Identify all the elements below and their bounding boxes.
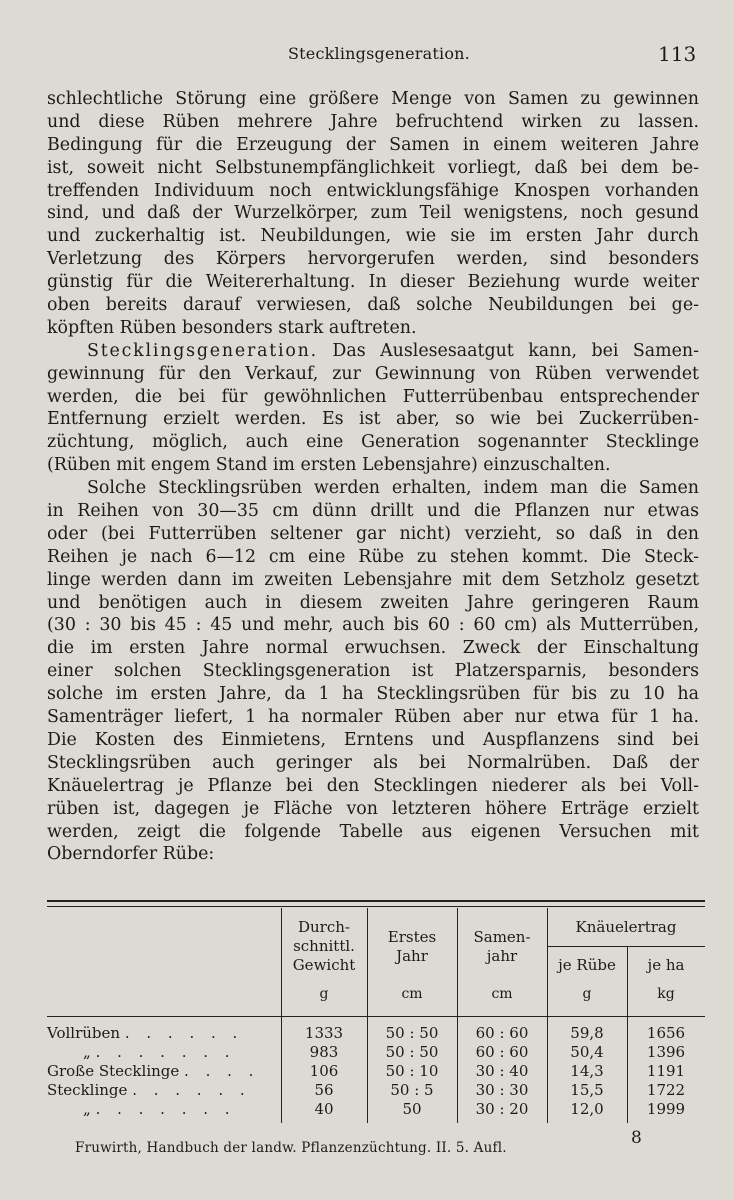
table-cell: 50 : 50 xyxy=(385,1024,439,1042)
text-line: gewinnung für den Verkauf, zur Gewinnung von Rüben verwendet xyxy=(47,363,699,384)
body-text xyxy=(47,88,699,866)
text-line: werden, zeigt die folgende Tabelle aus eigenen Versuchen mit xyxy=(47,821,699,842)
unit-weight: g xyxy=(319,986,329,1002)
signature-mark: 8 xyxy=(631,1128,642,1148)
header-line: Samen- xyxy=(473,928,531,946)
text-line: Solche Stecklingsrüben werden erhalten, indem man die Samen xyxy=(87,478,699,499)
leader-dots: . . . . . . . xyxy=(95,1043,236,1061)
table-cell: 50 xyxy=(402,1100,422,1118)
table-cell: 106 xyxy=(309,1062,339,1080)
text-line: Entfernung erzielt werden. Es ist aber, so wie bei Zuckerrüben- xyxy=(47,409,699,430)
text-run: Das Auslesesaatgut kann, bei Samen- xyxy=(318,340,699,361)
text-line: (30 : 30 bis 45 : 45 und mehr, auch bis 60 : 60 cm) als Mutterrüben, xyxy=(47,615,699,636)
table-cell: 50 : 10 xyxy=(385,1062,439,1080)
header-weight xyxy=(281,918,367,975)
table-cell: 15,5 xyxy=(570,1081,604,1099)
row-label-text: „ xyxy=(83,1100,91,1118)
footer-note: Fruwirth, Handbuch der landw. Pflanzenzüchtung. II. 5. Aufl. xyxy=(75,1140,507,1156)
table-cell: 12,0 xyxy=(570,1100,604,1118)
row-label xyxy=(47,1062,259,1080)
unit-per-ha: kg xyxy=(657,986,675,1002)
table-cell: 1333 xyxy=(304,1024,344,1042)
text-line: Reihen je nach 6—12 cm eine Rübe zu stehen kommt. Die Steck- xyxy=(47,546,699,567)
unit-first-year: cm xyxy=(401,986,423,1002)
leader-dots: . . . . . . xyxy=(132,1081,251,1099)
table-cell: 60 : 60 xyxy=(475,1024,529,1042)
header-per-ha: je ha xyxy=(647,956,685,974)
table-cell: 50 : 50 xyxy=(385,1043,439,1061)
text-line: oder (bei Futterrüben seltener gar nicht) verzieht, so daß in den xyxy=(47,523,699,544)
header-seed-year xyxy=(457,928,547,966)
table-cell: 30 : 30 xyxy=(475,1081,529,1099)
table-cell: 59,8 xyxy=(570,1024,604,1042)
table-cell: 40 xyxy=(314,1100,334,1118)
text-line: schlechtliche Störung eine größere Menge von Samen zu gewinnen xyxy=(47,89,699,109)
table-cell: 50 : 5 xyxy=(390,1081,434,1099)
page-footer xyxy=(75,1128,695,1156)
header-line: Durch- xyxy=(298,918,350,936)
text-line: Knäuelertrag je Pflanze bei den Stecklingen niederer als bei Voll- xyxy=(47,775,699,796)
row-label xyxy=(47,1081,251,1099)
header-line: schnittl. xyxy=(293,937,355,955)
text-line: ist, soweit nicht Selbstunempfänglichkeit vorliegt, daß bei dem be- xyxy=(47,157,699,178)
text-line: linge werden dann im zweiten Lebensjahre mit dem Setzholz gesetzt xyxy=(47,569,699,590)
yield-table xyxy=(47,898,705,1123)
header-yield-group: Knäuelertrag xyxy=(575,918,677,936)
text-line: Stecklingsrüben auch geringer als bei Normalrüben. Daß der xyxy=(47,752,699,773)
text-line: und diese Rüben mehrere Jahre befruchtend wirken zu lassen. xyxy=(47,111,699,132)
table-cell: 14,3 xyxy=(570,1062,604,1080)
table-rule-header-bottom xyxy=(47,1016,705,1017)
table-cell: 56 xyxy=(314,1081,334,1099)
running-head: Stecklingsgeneration. xyxy=(288,44,470,63)
text-line: Verletzung des Körpers hervorgerufen werden, sind besonders xyxy=(47,249,699,270)
header-line: jahr xyxy=(486,947,518,965)
header-per-beet: je Rübe xyxy=(558,956,616,974)
table-cell: 30 : 20 xyxy=(475,1100,529,1118)
section-heading: Stecklingsgeneration. xyxy=(87,340,318,361)
leader-dots: . . . . . . . xyxy=(95,1100,236,1118)
table-cell: 1656 xyxy=(646,1024,686,1042)
row-label xyxy=(47,1024,243,1042)
text-line: treffenden Individuum noch entwicklungsfähige Knospen vorhanden xyxy=(47,180,699,201)
header-line: Erstes xyxy=(387,928,437,946)
text-line: Samenträger liefert, 1 ha normaler Rüben aber nur etwa für 1 ha. xyxy=(47,707,699,728)
text-line: und benötigen auch in diesem zweiten Jahre geringeren Raum xyxy=(47,592,699,613)
text-line: die im ersten Jahre normal erwuchsen. Zweck der Einschaltung xyxy=(47,638,699,659)
leader-dots: . . . . xyxy=(184,1062,260,1080)
text-line xyxy=(47,340,699,363)
table-rule-top xyxy=(47,900,705,902)
table-cell: 50,4 xyxy=(570,1043,604,1061)
text-line: Bedingung für die Erzeugung der Samen in einem weiteren Jahre xyxy=(47,134,699,155)
table-rule-top-inner xyxy=(47,906,705,907)
table-cell: 1722 xyxy=(646,1081,686,1099)
text-line: einer solchen Stecklingsgeneration ist Platzersparnis, besonders xyxy=(47,661,699,682)
row-label-text: Große Stecklinge xyxy=(47,1062,180,1080)
table-cell: 1396 xyxy=(646,1043,686,1061)
leader-dots: . . . . . . xyxy=(124,1024,244,1042)
text-line: sind, und daß der Wurzelkörper, zum Teil wenigstens, noch gesund xyxy=(47,203,699,224)
text-line: rüben ist, dagegen je Fläche von letzteren höhere Erträge erzielt xyxy=(47,798,699,819)
unit-seed-year: cm xyxy=(491,986,513,1002)
header-line: Jahr xyxy=(396,947,428,965)
text-line: und zuckerhaltig ist. Neubildungen, wie sie im ersten Jahr durch xyxy=(47,226,699,247)
table-cell: 983 xyxy=(309,1043,339,1061)
row-label xyxy=(47,1100,236,1118)
text-line: oben bereits darauf verwiesen, daß solche Neubildungen bei ge- xyxy=(47,295,699,316)
header-line: Gewicht xyxy=(292,956,356,974)
header-first-year xyxy=(367,928,457,966)
row-label-text: Vollrüben xyxy=(47,1024,121,1042)
row-label-text: „ xyxy=(83,1043,91,1061)
row-label xyxy=(47,1043,236,1061)
text-line: Die Kosten des Einmietens, Erntens und Auspflanzens sind bei xyxy=(47,729,699,750)
text-line: Oberndorfer Rübe: xyxy=(47,844,215,865)
text-line: günstig für die Weitererhaltung. In dieser Beziehung wurde weiter xyxy=(47,272,699,293)
text-line: werden, die bei für gewöhnlichen Futterrübenbau entsprechender xyxy=(47,386,699,407)
text-line: (Rüben mit engem Stand im ersten Lebensjahre) einzuschalten. xyxy=(47,455,611,476)
page-number: 113 xyxy=(658,42,697,66)
text-line: solche im ersten Jahre, da 1 ha Stecklingsrüben für bis zu 10 ha xyxy=(47,684,699,705)
page-header xyxy=(0,40,734,70)
table-cell: 60 : 60 xyxy=(475,1043,529,1061)
table-cell: 1999 xyxy=(646,1100,686,1118)
row-label-text: Stecklinge xyxy=(47,1081,128,1099)
text-line: in Reihen von 30—35 cm dünn drillt und die Pflanzen nur etwas xyxy=(47,501,699,522)
table-cell: 30 : 40 xyxy=(475,1062,529,1080)
group-header-rule xyxy=(547,946,705,947)
table-cell: 1191 xyxy=(646,1062,686,1080)
text-line: köpften Rüben besonders stark auftreten. xyxy=(47,317,417,338)
text-line: züchtung, möglich, auch eine Generation sogenannter Stecklinge xyxy=(47,432,699,453)
unit-per-beet: g xyxy=(582,986,592,1002)
